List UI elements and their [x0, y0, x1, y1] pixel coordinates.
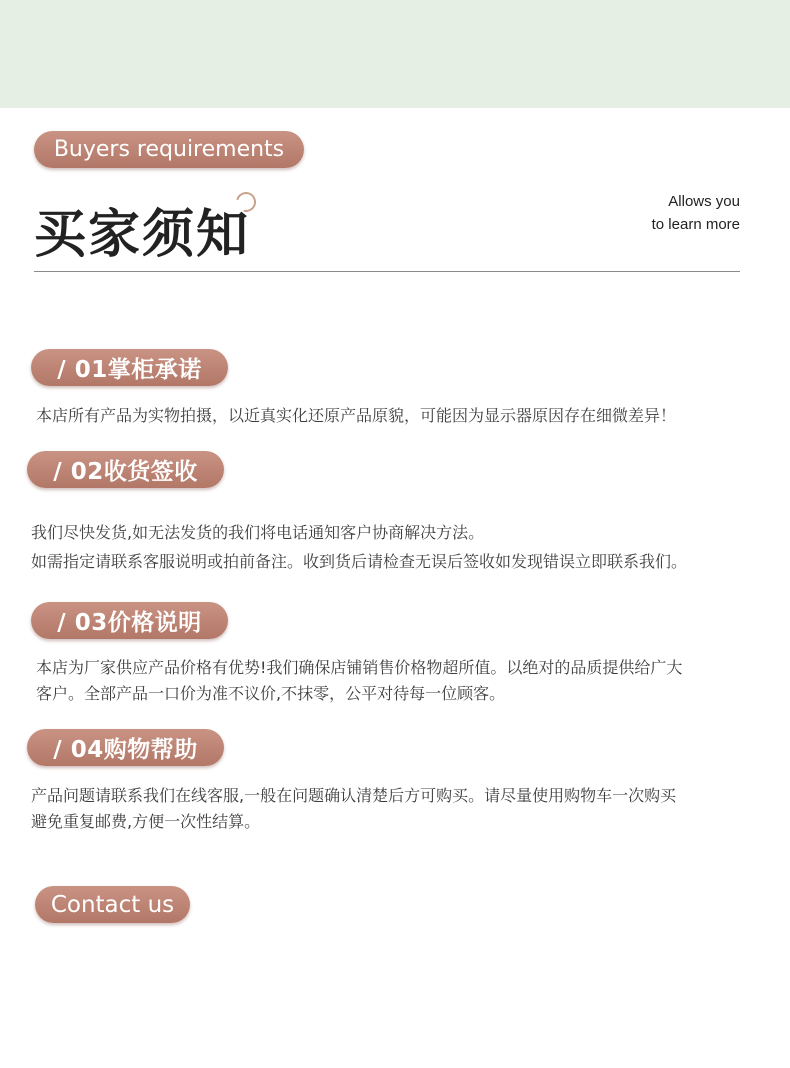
section-text-help: [31, 783, 676, 835]
section-label-help: / 04购物帮助: [27, 729, 224, 766]
text-line: 避免重复邮费,方便一次性结算。: [31, 812, 261, 831]
text-line: 客户。全部产品一口价为准不议价,不抹零，公平对待每一位顾客。: [36, 684, 506, 703]
header-divider: [34, 271, 740, 272]
text-line: 如需指定请联系客服说明或拍前备注。收到货后请检查无误后签收如发现错误立即联系我们。: [31, 552, 688, 571]
allows-tagline: [652, 190, 740, 236]
section-text-price: [36, 655, 682, 707]
section-text-receipt: [31, 518, 687, 576]
text-line: 本店为厂家供应产品价格有优势!我们确保店铺销售价格物超所值。以绝对的品质提供给广大: [36, 658, 683, 677]
text-line: 我们尽快发货,如无法发货的我们将电话通知客户协商解决方法。: [31, 523, 485, 542]
top-color-band: [0, 0, 790, 108]
section-label-receipt: / 02收货签收: [27, 451, 224, 488]
buyers-requirements-badge: Buyers requirements: [34, 131, 304, 168]
text-line: 产品问题请联系我们在线客服,一般在问题确认清楚后方可购买。请尽量使用购物车一次购买: [31, 786, 677, 805]
contact-us-badge: Contact us: [35, 886, 190, 923]
text-line: 本店所有产品为实物拍摄，以近真实化还原产品原貌，可能因为显示器原因存在细微差异！: [36, 406, 677, 425]
page-title: 买家须知: [34, 205, 251, 265]
allows-line-1: Allows you: [668, 193, 740, 210]
section-text-promise: [36, 403, 676, 429]
section-label-price: / 03价格说明: [31, 602, 228, 639]
allows-line-2: to learn more: [651, 216, 740, 233]
section-label-promise: / 01掌柜承诺: [31, 349, 228, 386]
